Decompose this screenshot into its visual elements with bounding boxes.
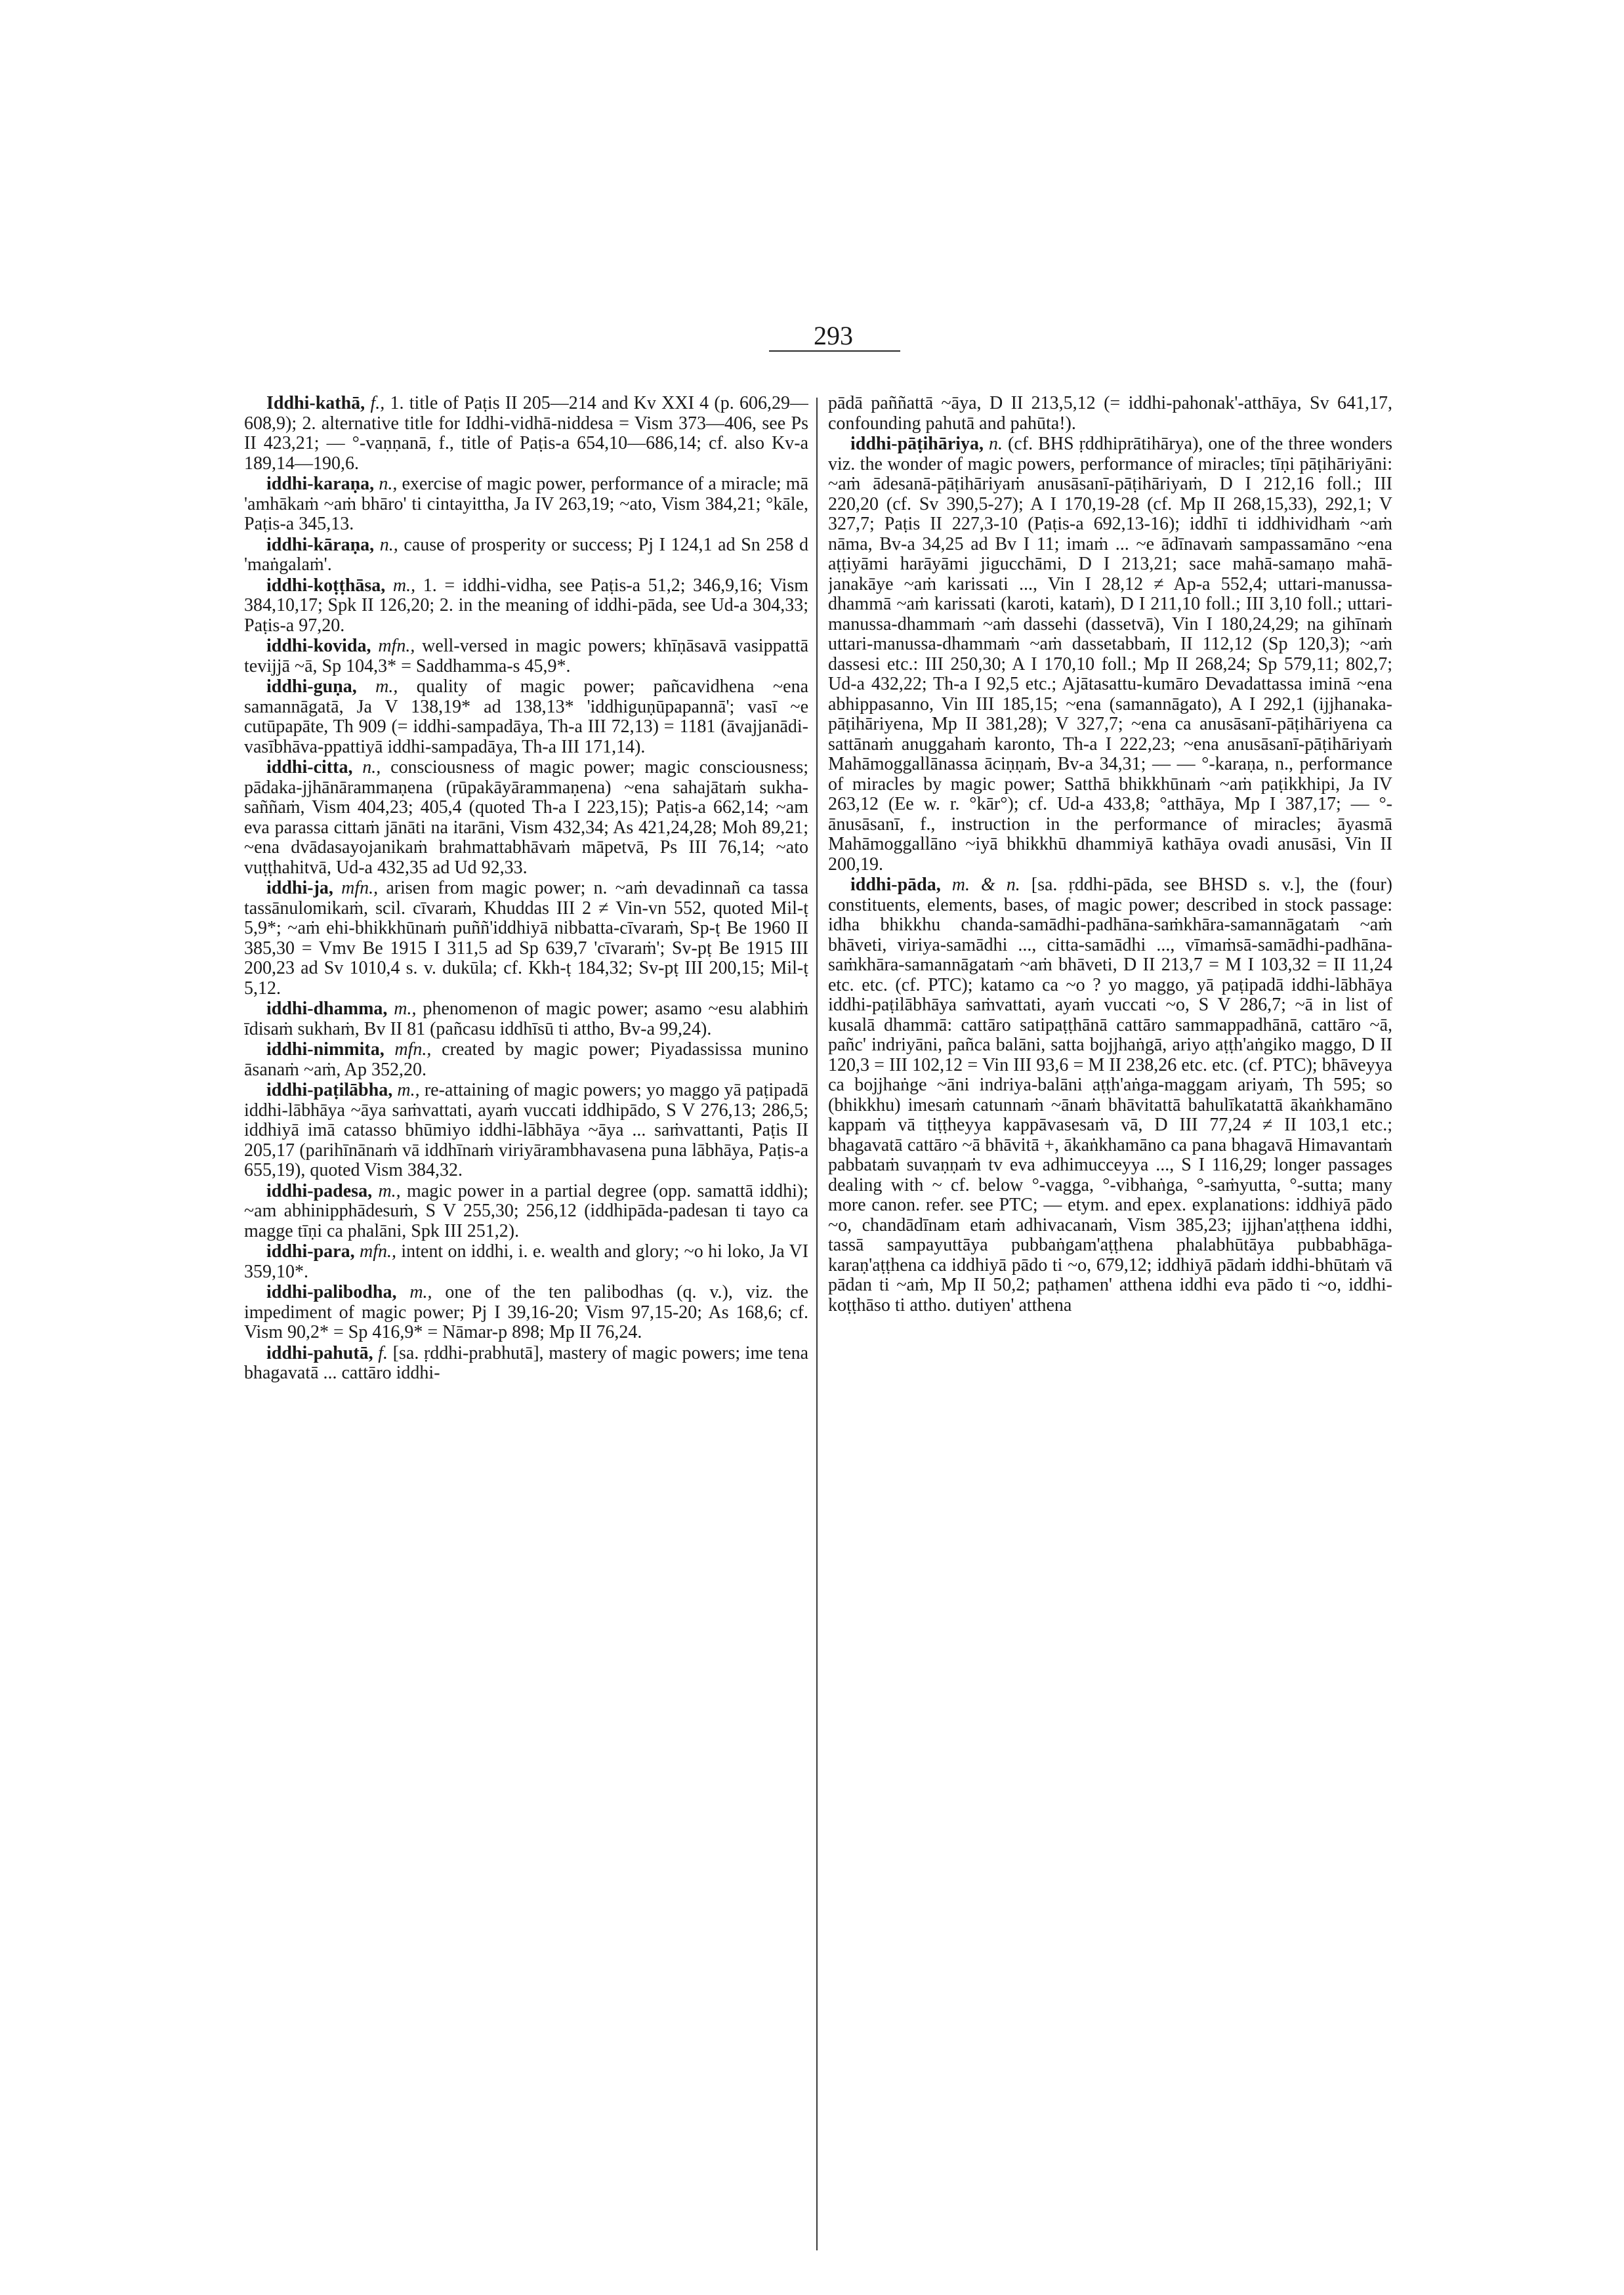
dictionary-entry [244, 1040, 808, 1080]
entry-headword: iddhi-ja, [266, 878, 333, 898]
entry-headword: iddhi-kovida, [266, 636, 371, 656]
dictionary-entry [244, 1182, 808, 1242]
entry-grammar: n., [379, 474, 398, 494]
entry-grammar: m., [375, 676, 398, 697]
entry-grammar: m., [378, 1180, 401, 1201]
entry-definition: magic power in a partial degree (opp. samattā iddhi); ~am abhinipphādesuṁ, S V 255,30; 256,12 (iddhipāda-padesan ti tayo ca magge tīṇi ca phalāni, Spk III 251,2). [244, 1180, 808, 1241]
dictionary-entry [244, 394, 808, 474]
right-column [828, 394, 1392, 2283]
dictionary-entry [244, 1081, 808, 1181]
dictionary-entry [244, 636, 808, 676]
dictionary-entry [244, 758, 808, 878]
entry-definition: phenomenon of magic power; asamo ~esu alabhiṁ īdisaṁ sukhaṁ, Bv II 81 (pañcasu iddhīsū ti attho, Bv-a 99,24). [244, 999, 808, 1039]
dictionary-entry [244, 576, 808, 636]
entry-definition: (cf. BHS ṛddhiprātihārya), one of the three wonders viz. the wonder of magic powers, performance of miracles; tīṇi pāṭihāriyāni: ~aṁ ādesanā-pāṭihāriyaṁ anusāsanī-pāṭihāriyaṁ, D I 212,16 foll.; III 220,20 (cf. Sv 390,5-27); A I 170,19-28 (cf. Mp II 268,15,33), 292,1; V 327,7; Paṭis II 227,3-10 (Paṭis-a 692,13-16); iddhī ti iddhividhaṁ ~aṁ nāma, Bv-a 34,25 ad Bv I 11; imaṁ ... ~e ādīnavaṁ sampassamāno ~ena aṭṭiyāmi harāyāmi jigucchāmi, D I 213,21; sace mahā-samaṇo mahā-janakāye ~aṁ karissati ..., Vin I 28,12 ≠ Ap-a 552,4; uttari-manussa-dhammā ~aṁ karissati (karoti, kataṁ), D I 211,10 foll.; III 3,10 foll.; uttari-manussa-dhammaṁ ~aṁ dassehi (dassetvā), Vin I 180,24,29; na gihīnaṁ uttari-manussa-dhammaṁ ~aṁ dassetabbaṁ, II 112,12 (Sp 120,3); ~aṁ dassesi etc.: III 250,30; A I 170,10 foll.; Mp II 268,24; Sp 579,11; 802,7; Ud-a 432,22; Th-a I 92,5 etc.; Ajātasattu-kumāro Devadattassa iminā ~ena abhippasanno, Vin III 185,15; ~ena (samannāgato), A I 292,1 (ijjhanaka-pāṭihāriyena, Mp II 381,28); V 327,7; ~ena ca anusāsanī-pāṭihāriyena ca sattānaṁ anuggahaṁ karonto, Th-a I 222,23; ~ena anusāsanī-pāṭihāriyaṁ Mahāmoggallānassa āciṇṇaṁ, Bv-a 34,31; — — °-karaṇa, n., performance of miracles by magic power; Satthā bhikkhūnaṁ ~aṁ paṭikkhipi, Ja IV 263,12 (Ee w. r. °kār°); cf. Ud-a 433,8; °atthāya, Mp I 387,17; — °-ānusāsanī, f., instruction in the performance of miracles; āyasmā Mahāmoggallāno ~iyā bhikkhū dhammiyā kathāya ovadi anusāsi, Vin II 200,19. [828, 434, 1392, 875]
entry-definition: well-versed in magic powers; khīṇāsavā vasippattā tevijjā ~ā, Sp 104,3* = Saddhamma-s 45,9*. [244, 636, 808, 676]
entry-definition: [sa. ṛddhi-pāda, see BHSD s. v.], the (four) constituents, elements, bases, of magic power; described in stock passage: idha bhikkhu chanda-samādhi-padhāna-saṁkhāra-samannāgataṁ ~aṁ bhāveti, viriya-samādhi ..., citta-samādhi ..., vīmaṁsā-samādhi-padhāna-saṁkhāra-samannāgataṁ ~aṁ bhāveti, D II 213,7 = M I 103,32 = II 11,24 etc. etc. (cf. PTC); katamo ca ~o ? yo maggo, yā paṭipadā iddhi-lābhāya iddhi-paṭilābhāya saṁvattati, ayaṁ vuccati ~o, S V 286,7; ~ā in list of kusalā dhammā: cattāro satipaṭṭhānā cattāro sammappadhānā, cattāro ~ā, pañc' indriyāni, pañca balāni, satta bojjhaṅgā, ariyo aṭṭh'aṅgiko maggo, D II 120,3 = III 102,12 = Vin III 93,6 = M II 238,26 etc. etc. (cf. PTC); bhāveyya ca bojjhaṅge ~āni indriya-balāni aṭṭh'aṅga-maggam ariyaṁ, Th 595; so (bhikkhu) imesaṁ catunnaṁ ~ānaṁ bhāvitattā bahulīkatattā ākaṅkhamāno kappaṁ vā tiṭṭheyya kappāvasesaṁ vā, D III 77,24 ≠ II 103,1 etc.; bhagavatā cattāro ~ā bhāvitā +, ākaṅkhamāno ca pana bhagavā Himavantaṁ pabbataṁ suvaṇṇaṁ tv eva adhimucceyya ..., S I 116,29; longer passages dealing with ~ cf. below °-vagga, °-vibhaṅga, °-saṁyutta, °-sutta; many more canon. refer. see PTC; — etym. and epex. explanations: iddhiyā pādo ~o, chandādīnam etaṁ adhivacanaṁ, Vism 385,23; ijjhan'aṭṭhena iddhi, tassā sampayuttāya pubbaṅgam'aṭṭhena phalabhūtāya pubbabhāga-karaṇ'aṭṭhena ca iddhiyā pādo ti ~o, 679,12; iddhiyā pādaṁ iddhi-bhūtaṁ vā pādan ti ~aṁ, Mp II 50,2; paṭhamen' atthena iddhi eva pādo ti ~o, iddhi-koṭṭhāso ti attho. dutiyen' atthena [828, 875, 1392, 1315]
entry-headword: iddhi-citta, [266, 757, 353, 777]
dictionary-entry [244, 474, 808, 535]
entry-grammar: mfn., [359, 1241, 396, 1262]
dictionary-entry [244, 535, 808, 575]
entry-grammar: mfn., [378, 636, 415, 656]
dictionary-entry [244, 1283, 808, 1343]
entry-grammar: n., [362, 757, 381, 777]
entry-definition: 1. title of Paṭis II 205—214 and Kv XXI 4 (p. 606,29—608,9); 2. alternative title for Iddhi-vidhā-niddesa = Vism 373—406, see Ps II 423,21; — °-vaṇṇanā, f., title of Paṭis-a 654,10—686,14; cf. also Kv-a 189,14—190,6. [244, 394, 808, 474]
dictionary-entry [828, 394, 1392, 434]
entry-headword: iddhi-paṭilābha, [266, 1080, 393, 1100]
entry-grammar: m. & n. [951, 875, 1020, 895]
entry-definition: cause of prosperity or success; Pj I 124,1 ad Sn 258 d 'maṅgalaṁ'. [244, 534, 808, 575]
entry-grammar: n. [989, 434, 1003, 454]
entry-grammar: m., [409, 1282, 432, 1302]
entry-grammar: f. [378, 1342, 388, 1363]
entry-definition: [sa. ṛddhi-prabhutā], mastery of magic powers; ime tena bhagavatā ... cattāro iddhi- [244, 1342, 808, 1383]
entry-headword: iddhi-padesa, [266, 1180, 373, 1201]
entry-definition: pādā paññattā ~āya, D II 213,5,12 (= iddhi-pahonak'-atthāya, Sv 641,17, confounding pahutā and pahūta!). [828, 394, 1392, 434]
entry-definition: arisen from magic power; n. ~aṁ devadinnañ ca tassa tassānulomikaṁ, scil. cīvaraṁ, Khuddas III 2 ≠ Vin-vn 552, quoted Mil-ṭ 5,9*; ~aṁ ehi-bhikkhūnaṁ puññ'iddhiyā nibbatta-cīvaraṁ, Sp-ṭ Be 1960 II 385,30 = Vmv Be 1915 I 311,5 ad Sp 639,7 'cīvaraṁ'; Sv-pṭ Be 1915 III 200,23 ad Sv 1010,4 s. v. dukūla; cf. Kkh-ṭ 184,32; Sv-pṭ III 200,15; Mil-ṭ 5,12. [244, 878, 808, 999]
entry-grammar: m., [397, 1080, 420, 1100]
dictionary-entry [828, 875, 1392, 1315]
entry-headword: Iddhi-kathā, [266, 394, 365, 413]
entry-definition: exercise of magic power, performance of a miracle; mā 'amhākaṁ ~aṁ bhāro' ti cintayittha, Ja IV 263,19; ~ato, Vism 384,21; °kāle, Paṭis-a 345,13. [244, 474, 808, 534]
entry-grammar: mfn., [341, 878, 379, 898]
dictionary-entry [244, 879, 808, 999]
entry-headword: iddhi-para, [266, 1241, 355, 1262]
left-column [244, 394, 808, 2283]
entry-grammar: m., [394, 999, 417, 1019]
entry-headword: iddhi-koṭṭhāsa, [266, 575, 386, 596]
entry-headword: iddhi-pahutā, [266, 1342, 373, 1363]
column-divider [816, 398, 818, 2250]
entry-headword: iddhi-pāṭihāriya, [850, 434, 984, 454]
dictionary-entry [244, 1242, 808, 1282]
entry-grammar: m., [392, 575, 416, 596]
entry-headword: iddhi-palibodha, [266, 1282, 397, 1302]
entry-grammar: n., [379, 534, 398, 555]
entry-definition: one of the ten palibodhas (q. v.), viz. the impediment of magic power; Pj I 39,16-20; Vism 97,15-20; As 168,6; cf. Vism 90,2* = Sp 416,9* = Nāmar-p 898; Mp II 76,24. [244, 1282, 808, 1342]
entry-headword: iddhi-pāda, [850, 875, 941, 895]
dictionary-entry [244, 1344, 808, 1384]
entry-headword: iddhi-nimmita, [266, 1039, 385, 1060]
entry-grammar: mfn., [394, 1039, 432, 1060]
dictionary-entry [828, 434, 1392, 875]
dictionary-entry [244, 677, 808, 757]
page-number-rule [769, 350, 900, 352]
entry-definition: consciousness of magic power; magic consciousness; pādaka-jjhānārammaṇena (rūpakāyārammaṇena) ~ena sahajātaṁ sukha-saññaṁ, Vism 404,23; 405,4 (quoted Th-a I 223,15); Paṭis-a 662,14; ~am eva parassa cittaṁ jānāti na itarāni, Vism 432,34; As 421,24,28; Moh 89,21; ~ena dvādasayojanikaṁ brahmattabhāvaṁ māpetvā, Ps III 76,14; ~ato vuṭṭhahitvā, Ud-a 432,35 ad Ud 92,33. [244, 757, 808, 878]
entry-definition: 1. = iddhi-vidha, see Paṭis-a 51,2; 346,9,16; Vism 384,10,17; Spk II 126,20; 2. in the meaning of iddhi-pāda, see Ud-a 304,33; Paṭis-a 97,20. [244, 575, 808, 636]
entry-definition: intent on iddhi, i. e. wealth and glory; ~o hi loko, Ja VI 359,10*. [244, 1241, 808, 1282]
entry-definition: quality of magic power; pañcavidhena ~ena samannāgatā, Ja V 138,19* ad 138,13* 'iddhiguṇūpapannā'; vasī ~e cutūpapāte, Th 909 (= iddhi-sampadāya, Th-a III 72,13) = 1181 (āvajjanādi-vasībhāva-ppattiyā iddhi-sampadāya, Th-a III 171,14). [244, 676, 808, 757]
entry-headword: iddhi-karaṇa, [266, 474, 375, 494]
entry-headword: iddhi-guṇa, [266, 676, 357, 697]
entry-headword: iddhi-dhamma, [266, 999, 388, 1019]
entry-grammar: f., [370, 394, 385, 413]
entry-definition: created by magic power; Piyadassissa munino āsanaṁ ~aṁ, Ap 352,20. [244, 1039, 808, 1080]
page-number: 293 [814, 321, 853, 350]
entry-definition: re-attaining of magic powers; yo maggo yā paṭipadā iddhi-lābhāya ~āya saṁvattati, ayaṁ vuccati iddhipādo, S V 276,13; 286,5; iddhiyā imā catasso bhūmiyo iddhi-lābhāya ~āya ... saṁvattanti, Paṭis II 205,17 (parihīnānaṁ vā iddhīnaṁ viriyārambhavasena puna lābhāya, Paṭis-a 655,19), quoted Vism 384,32. [244, 1080, 808, 1180]
entry-headword: iddhi-kāraṇa, [266, 534, 375, 555]
dictionary-entry [244, 999, 808, 1039]
